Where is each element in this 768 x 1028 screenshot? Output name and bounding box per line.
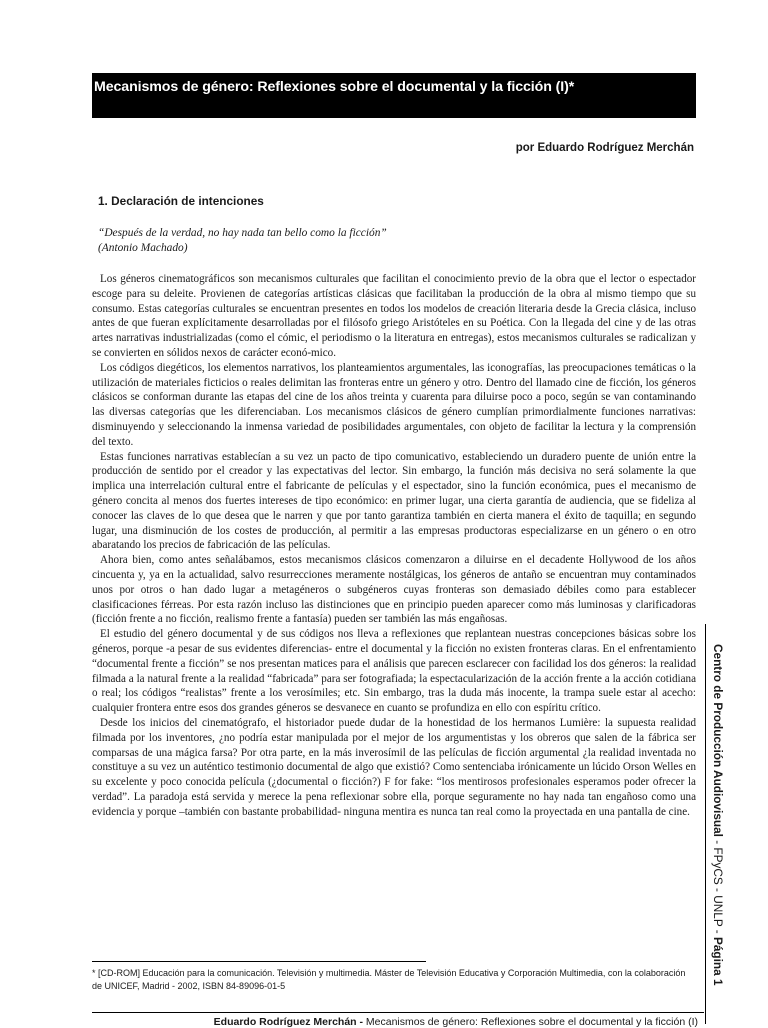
side-divider [705, 624, 706, 1024]
footnote: * [CD-ROM] Educación para la comunicación. Televisión y multimedia. Máster de Televisión Educativa y Corporación Multimedia, con la colaboración de UNICEF, Madrid - 2002, ISBN 84-89096-01-5 [92, 968, 686, 991]
epigraph-source: (Antonio Machado) [98, 242, 188, 254]
paragraph: El estudio del género documental y de sus códigos nos lleva a reflexiones que replantean nuestras concepciones básicas sobre los géneros, porque -a pesar de sus evidentes diferencias- entre el documental y la ficción no existen fronteras claras. En el enfrentamiento “documental frente a ficción” se nos presentan matices para el análisis que parecen esclarecer con facilidad los dos géneros: la realidad filmada a la natural frente a la realidad “fabricada” para ser fotografiada; la espectacularización de la acción frente a la acción cotidiana o real; los códigos “realistas” frente a los verosímiles; etc. Sin embargo, tras la duda más inocente, la trampa suele estar al acecho: cualquier frontera entre esos dos grandes géneros se desvanece en cuanto se profundiza en ello con espíritu crítico. [92, 628, 696, 715]
paragraph: Ahora bien, como antes señalábamos, estos mecanismos clásicos comenzaron a diluirse en el decadente Hollywood de los años cincuenta y, ya en la actualidad, salvo resurrecciones meramente nostálgicas, los géneros de antaño se encuentran muy contaminados unos por otros o han dado lugar a metagéneros o subgéneros cuyas fronteras son demasiado débiles como para establecer clasificaciones férreas. Por esta razón incluso las distinciones que en principio pueden aparecer como más luminosas y clarificadoras (ficción frente a no ficción, realismo frente a fantasía) pueden ser también las más engañosas. [92, 554, 696, 626]
paragraph: Los códigos diegéticos, los elementos narrativos, los planteamientos argumentales, las iconografías, las preocupaciones temáticas o la utilización de materiales ficticios o reales delimitan las fronteras entre un género y otro. Dentro del llamado cine de ficción, los géneros clásicos se conforman durante las etapas del cine de los años treinta y cuarenta para diluirse poco a poco, según se van contaminando las diversas categorías que les diferenciaban. Los mecanismos clásicos de género cumplían primordialmente funciones narrativas: disminuyendo y seleccionando la inmensa variedad de posibilidades argumentales, con objeto de facilitar la lectura y la comprensión del texto. [92, 361, 696, 448]
paragraph: Estas funciones narrativas establecían a su vez un pacto de tipo comunicativo, estableciendo un duradero puente de unión entre la producción de sentido por el creador y las expectativas del lector. Sin embargo, la función más decisiva no será solamente la que implica una interrelación cultural entre el fabricante de películas y el espectador, sino la función económica, pues el mecanismo de género concita al menos dos fuertes intereses de tipo económico: en primer lugar, una cierta garantía de audiencia, que se fideliza al conocer las claves de lo que desea que le narren y que por tanto garantiza también en cierta manera el éxito de taquilla; en segundo lugar, una disminución de los costes de producción, al permitir a las empresas productoras especializarse en un género o en otro abaratando los precios de fabricación de las películas. [92, 450, 696, 552]
footer-author: Eduardo Rodríguez Merchán - [213, 1016, 363, 1028]
footnote-divider [92, 961, 426, 962]
footer-divider [92, 1012, 704, 1013]
side-label-center: Centro de Producción Audiovisual [711, 644, 725, 837]
epigraph-quote: “Después de la verdad, no hay nada tan bello como la ficción” [98, 227, 387, 239]
page-title: Mecanismos de género: Reflexiones sobre el documental y la ficción (I)* [94, 79, 575, 95]
author-byline: por Eduardo Rodríguez Merchán [515, 142, 694, 154]
epigraph [98, 226, 598, 256]
page-number: Página 1 [711, 937, 725, 986]
title-bar [92, 73, 696, 118]
footer-title: Mecanismos de género: Reflexiones sobre el documental y la ficción (I) [363, 1016, 698, 1028]
paragraph: Desde los inicios del cinematógrafo, el historiador puede dudar de la honestidad de los hermanos Lumière: la supuesta realidad filmada por los inventores, ¿no podría estar manipulada por el mejor de los argumentistas y los obreros que salen de la fábrica ser comparsas de una mágica farsa? Por otra parte, en la más inverosímil de las películas de ficción argumental ¿la realidad inventada no constituye a su vez un auténtico testimonio documental de algo que existió? Como sentenciaba irónicamente un lúcido Orson Welles en su excelente y poco conocida película (¿documental o ficción?) F for fake: “los mentirosos profesionales esperamos poder ofrecer la verdad”. La paradoja está servida y merece la pena reflexionar sobre ella, porque seguramente no hay nada tan engañoso como una evidencia y porque –también con bastante probabilidad- ninguna mentira es nunca tan real como la proyectada en una pantalla de cine. [92, 716, 696, 818]
side-label-institution: - FPyCS - UNLP - [711, 836, 725, 937]
running-footer [214, 1016, 698, 1028]
paragraph: Los géneros cinematográficos son mecanismos culturales que facilitan el conocimiento previo de la obra que el lector o espectador escoge para su deleite. Provienen de categorías artísticas clásicas que facilitaban la producción de la obra al mismo tiempo que su consumo. Estas categorías culturales se encuentran presentes en todos los modelos de creación literaria desde la Grecia clásica, incluso antes de que fueran explícitamente desarrolladas por el filósofo griego Aristóteles en su Poética. Con la llegada del cine y de las otras artes narrativas industrializadas (como el cómic, el periodismo o la literatura en entregas), estos mecanismos culturales se radicalizan y se convierten en sólidos nexos de carácter econó-mico. [92, 273, 696, 359]
section-heading: 1. Declaración de intenciones [98, 194, 264, 208]
side-label [711, 644, 725, 986]
body-text [92, 272, 696, 819]
